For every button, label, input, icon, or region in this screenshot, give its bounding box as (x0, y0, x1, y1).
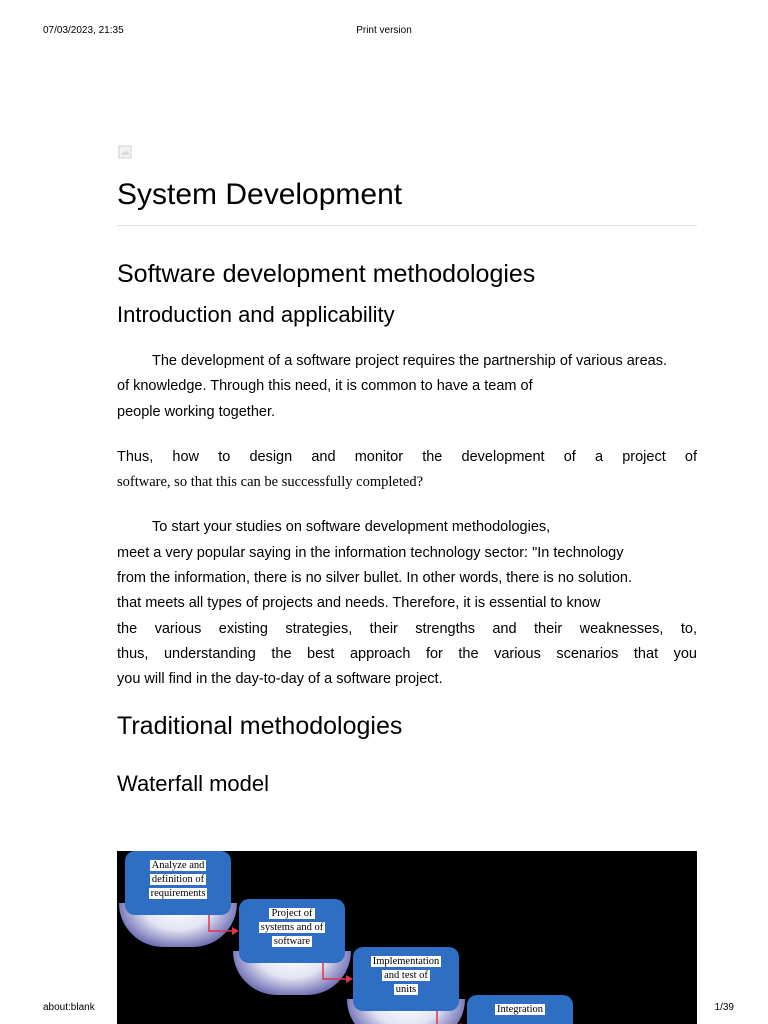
waterfall-diagram (117, 851, 697, 1024)
waterfall-step-label-line: Integration (496, 1004, 544, 1015)
broken-image-icon (118, 145, 132, 159)
waterfall-step-label-line: systems and of (260, 922, 324, 933)
paragraph-line: from the information, there is no silver bullet. In other words, there is no solution. (117, 570, 632, 587)
print-title: Print version (356, 25, 412, 36)
document-content (117, 175, 697, 693)
paragraph-line: The development of a software project requires the partnership of various areas. (152, 353, 668, 369)
print-url: about:blank (43, 1002, 95, 1013)
page-number: 1/39 (714, 1002, 734, 1013)
paragraph-line: the various existing strategies, their strengths and their weaknesses, to, (117, 620, 697, 637)
waterfall-step-label-line: Project of (271, 908, 313, 919)
waterfall-step-label-line: Implementation (372, 956, 440, 967)
paragraph-intro (117, 349, 697, 425)
waterfall-step-label-line: and test of (384, 970, 428, 981)
print-header (43, 25, 725, 39)
waterfall-model-title: Waterfall model (117, 771, 270, 796)
paragraph-line: you will find in the day-to-day of a software project. (117, 671, 443, 688)
paragraph-line: people working together. (117, 403, 275, 420)
waterfall-step-label-line: requirements (150, 888, 206, 899)
paragraph-line: of knowledge. Through this need, it is common to have a team of (117, 378, 533, 395)
section-title: Software development methodologies (117, 260, 536, 288)
paragraph-line: To start your studies on software development methodologies, (152, 519, 551, 536)
waterfall-arrow (323, 963, 347, 979)
paragraph-silver-bullet (117, 515, 697, 692)
subsection-title: Introduction and applicability (117, 302, 395, 327)
paragraph-line: thus, understanding the best approach for the various scenarios that you (117, 645, 697, 662)
waterfall-arrowhead (346, 975, 353, 983)
waterfall-step-label-line: software (273, 936, 311, 947)
waterfall-arrow (209, 915, 233, 931)
paragraph-line: software, so that this can be successfully completed? (117, 474, 424, 491)
waterfall-step-label-line: definition of (151, 874, 205, 885)
waterfall-step-label-line: units (395, 984, 417, 995)
paragraph-question (117, 445, 697, 496)
waterfall-connectors (117, 851, 697, 1024)
waterfall-step-label-line: Analyze and (151, 860, 205, 871)
paragraph-line: meet a very popular saying in the information technology sector: "In technology (117, 544, 624, 561)
page-title: System Development (117, 175, 697, 226)
print-datetime: 07/03/2023, 21:35 (43, 25, 124, 36)
paragraph-line: Thus, how to design and monitor the development of a project of (117, 448, 697, 465)
traditional-methodologies-title: Traditional methodologies (117, 712, 403, 740)
print-footer (43, 1002, 734, 1016)
waterfall-arrowhead (232, 927, 239, 935)
paragraph-line: that meets all types of projects and needs. Therefore, it is essential to know (117, 595, 601, 612)
